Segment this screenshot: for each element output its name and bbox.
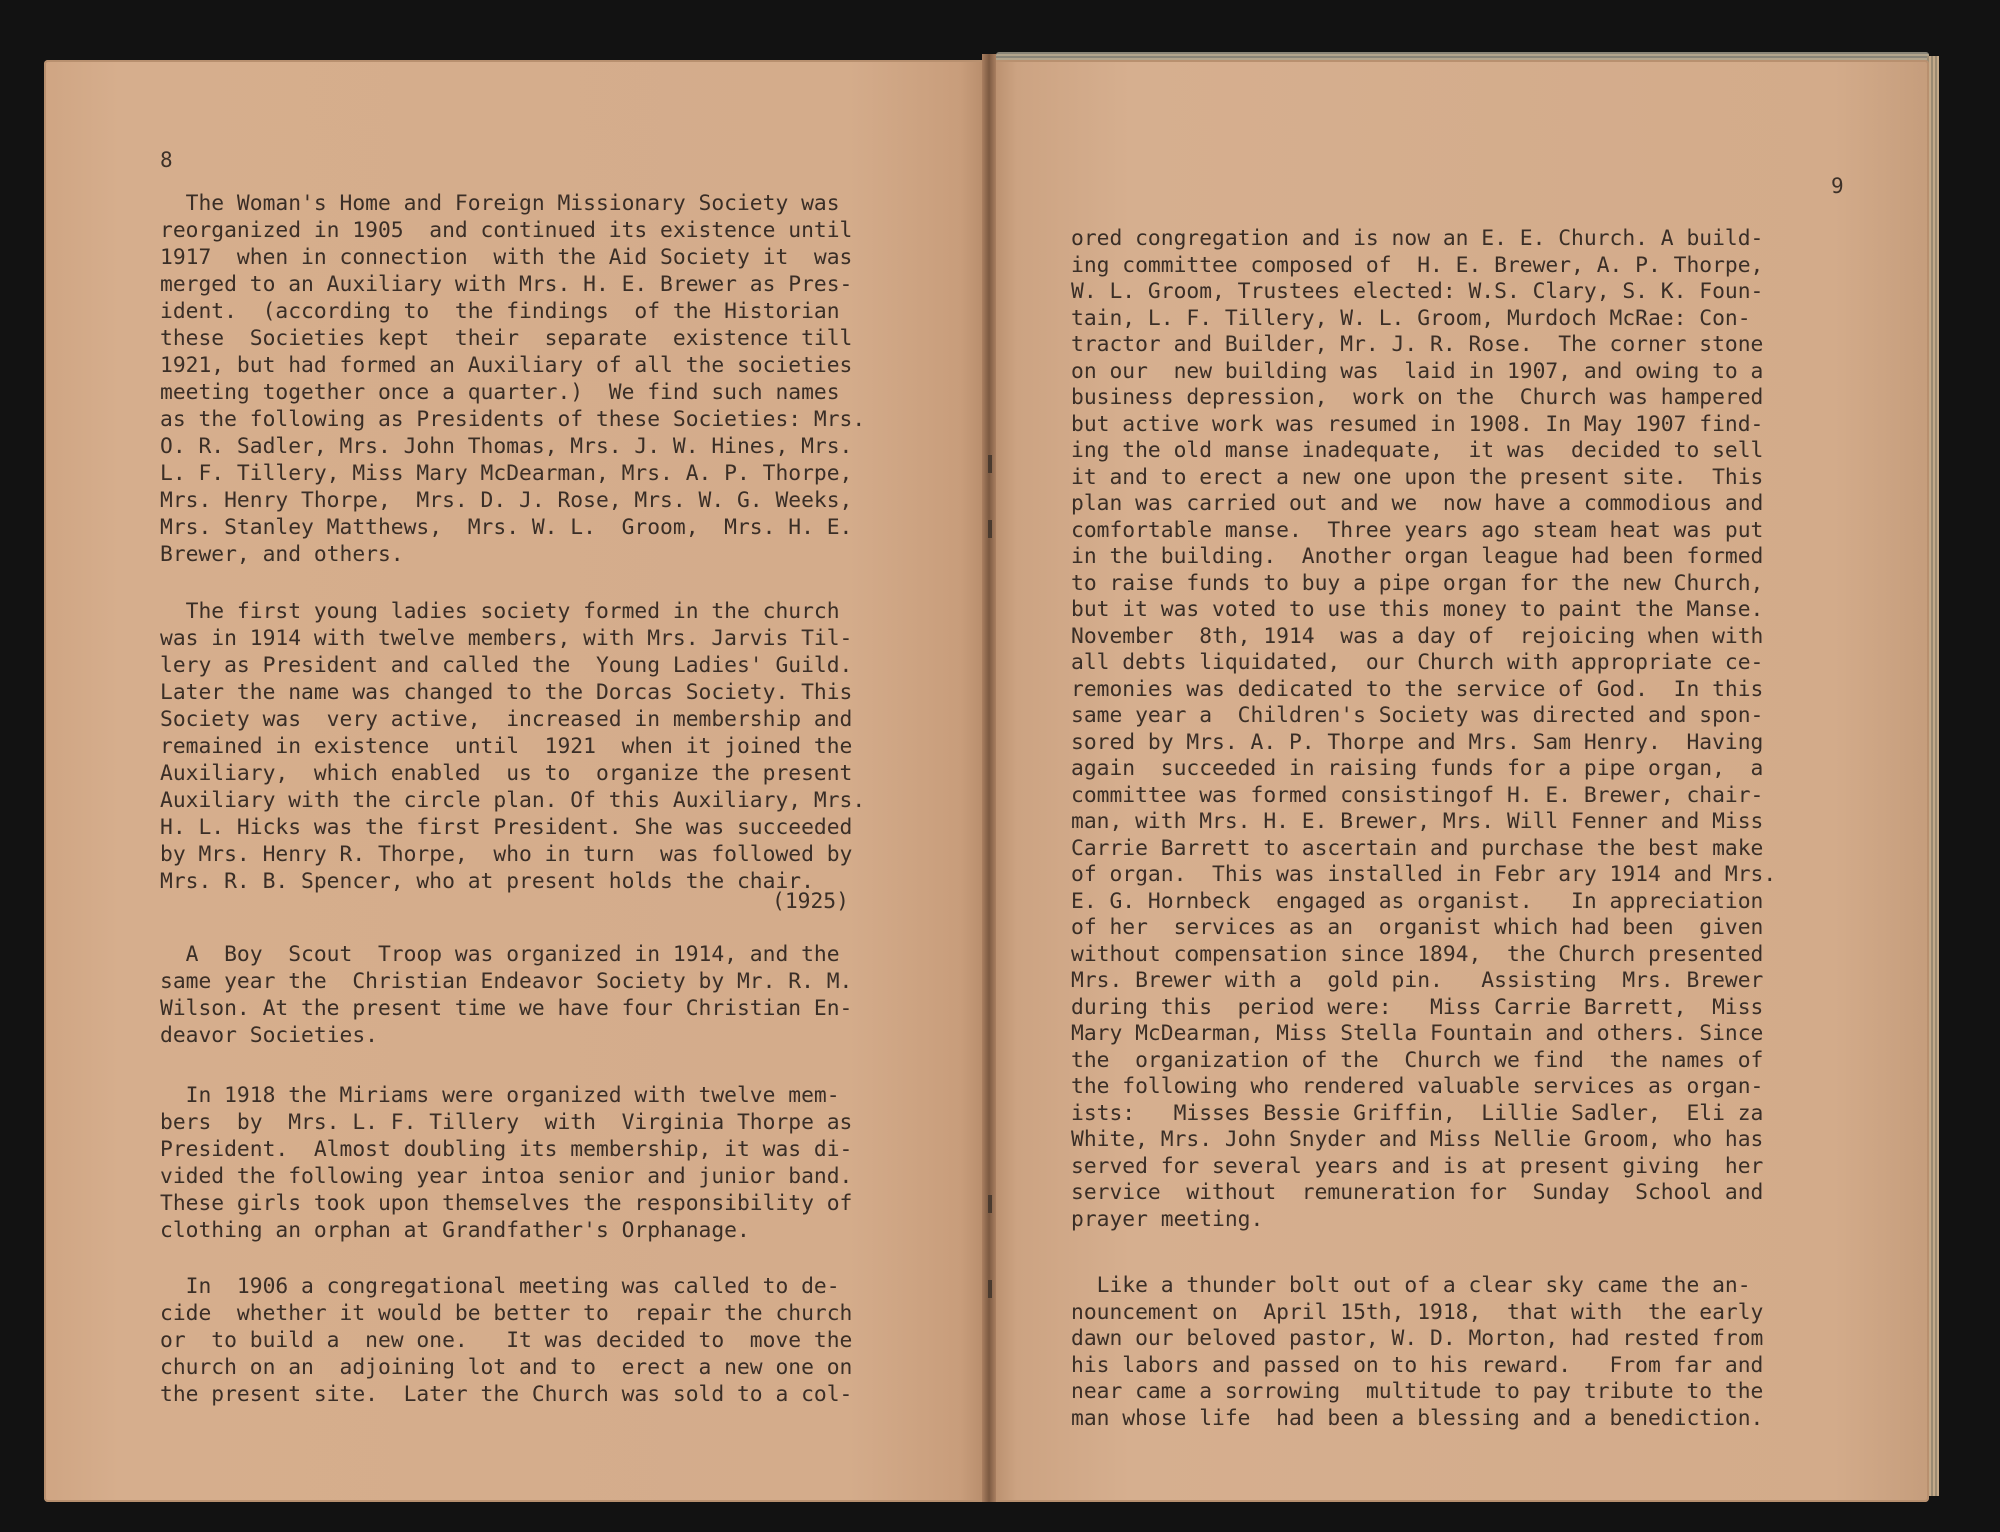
paragraph-pastor-morton: Like a thunder bolt out of a clear sky came the an- nouncement on April 15th, 1918, that with the early dawn our beloved pastor, W. D. Morton, had rested from his labors and passed on to his reward. From far and near came a sorrowing multitude to pay tribute to the man whose life had been a blessing and a benediction. [1071, 1273, 1764, 1431]
paragraph-congregational-meeting: In 1906 a congregational meeting was called to de- cide whether it would be better to repair the church or to build a new one. It was decided to move the church on an adjoining lot and to erect a new one on the present site. Later the Church was sold to a col- [160, 1274, 853, 1407]
paragraph-young-ladies-society: The first young ladies society formed in the church was in 1914 with twelve members, with Mrs. Jarvis Til- lery as President and called the Young Ladies' Guild. Later the name was changed to the Dorcas Society. This Society was very active, increased in membership and remained in existence until 1921 when it joined the Auxiliary, which enabled us to organize the present Auxiliary with the circle plan. Of this Auxiliary, Mrs. H. L. Hicks was the first President. She was succeeded by Mrs. Henry R. Thorpe, who in turn was followed by Mrs. R. B. Spencer, who at present holds the chair. [160, 599, 866, 894]
year-note: (1925) [772, 889, 849, 914]
staple [988, 1195, 992, 1213]
page-number: 9 [1831, 174, 1844, 198]
staple [988, 1280, 992, 1298]
open-booklet [44, 60, 1929, 1502]
paragraph-miriams: In 1918 the Miriams were organized with twelve mem- bers by Mrs. L. F. Tillery with Virginia Thorpe as President. Almost doubling its membership, it was di- vided the following year intoa senior and junior band. These girls took upon themselves the responsibility of clothing an orphan at Grandfather's Orphanage. [160, 1083, 853, 1243]
paragraph-boy-scouts: A Boy Scout Troop was organized in 1914, and the same year the Christian Endeavor Society by Mr. R. M. Wilson. At the present time we have four Christian En- deavor Societies. [160, 942, 853, 1048]
right-page [989, 60, 1929, 1502]
staple [988, 520, 992, 538]
left-page [44, 60, 989, 1502]
paragraph-building-history: ored congregation and is now an E. E. Church. A build- ing committee composed of H. E. Brewer, A. P. Thorpe, W. L. Groom, Trustees elected: W.S. Clary, S. K. Foun- tain, L. F. Tillery, W. L. Groom, Murdoch McRae: Con- tractor and Builder, Mr. J. R. Rose. The corner stone on our new building was laid in 1907, and owing to a business depression, work on the Church was hampered but active work was resumed in 1908. In May 1907 find- ing the old manse inadequate, it was decided to sell it and to erect a new one upon the present site. This plan was carried out and we now have a commodious and comfortable manse. Three years ago steam heat was put in the building. Another organ league had been formed to raise funds to buy a pipe organ for the new Church, but it was voted to use this money to paint the Manse. November 8th, 1914 was a day of rejoicing when with all debts liquidated, our Church with appropriate ce- remonies was dedicated to the service of God. In this same year a Children's Society was directed and spon- sored by Mrs. A. P. Thorpe and Mrs. Sam Henry. Having again succeeded in raising funds for a pipe organ, a committee was formed consistingof H. E. Brewer, chair- man, with Mrs. H. E. Brewer, Mrs. Will Fenner and Miss Carrie Barrett to ascertain and purchase the best make of organ. This was installed in Febr ary 1914 and Mrs. E. G. Hornbeck engaged as organist. In appreciation of her services as an organist which had been given without compensation since 1894, the Church presented Mrs. Brewer with a gold pin. Assisting Mrs. Brewer during this period were: Miss Carrie Barrett, Miss Mary McDearman, Miss Stella Fountain and others. Since the organization of the Church we find the names of the following who rendered valuable services as organ- ists: Misses Bessie Griffin, Lillie Sadler, Eli za White, Mrs. John Snyder and Miss Nellie Groom, who has served for several years and is at present giving her service without remuneration for Sunday School and prayer meeting. [1071, 226, 1777, 1232]
staple [988, 455, 992, 473]
page-number: 8 [160, 148, 173, 172]
paragraph-missionary-society: The Woman's Home and Foreign Missionary Society was reorganized in 1905 and continued its existence until 1917 when in connection with the Aid Society it was merged to an Auxiliary with Mrs. H. E. Brewer as Pres- ident. (according to the findings of the Historian these Societies kept their separate existence till 1921, but had formed an Auxiliary of all the societies meeting together once a quarter.) We find such names as the following as Presidents of these Societies: Mrs. O. R. Sadler, Mrs. John Thomas, Mrs. J. W. Hines, Mrs. L. F. Tillery, Miss Mary McDearman, Mrs. A. P. Thorpe, Mrs. Henry Thorpe, Mrs. D. J. Rose, Mrs. W. G. Weeks, Mrs. Stanley Matthews, Mrs. W. L. Groom, Mrs. H. E. Brewer, and others. [160, 191, 866, 567]
